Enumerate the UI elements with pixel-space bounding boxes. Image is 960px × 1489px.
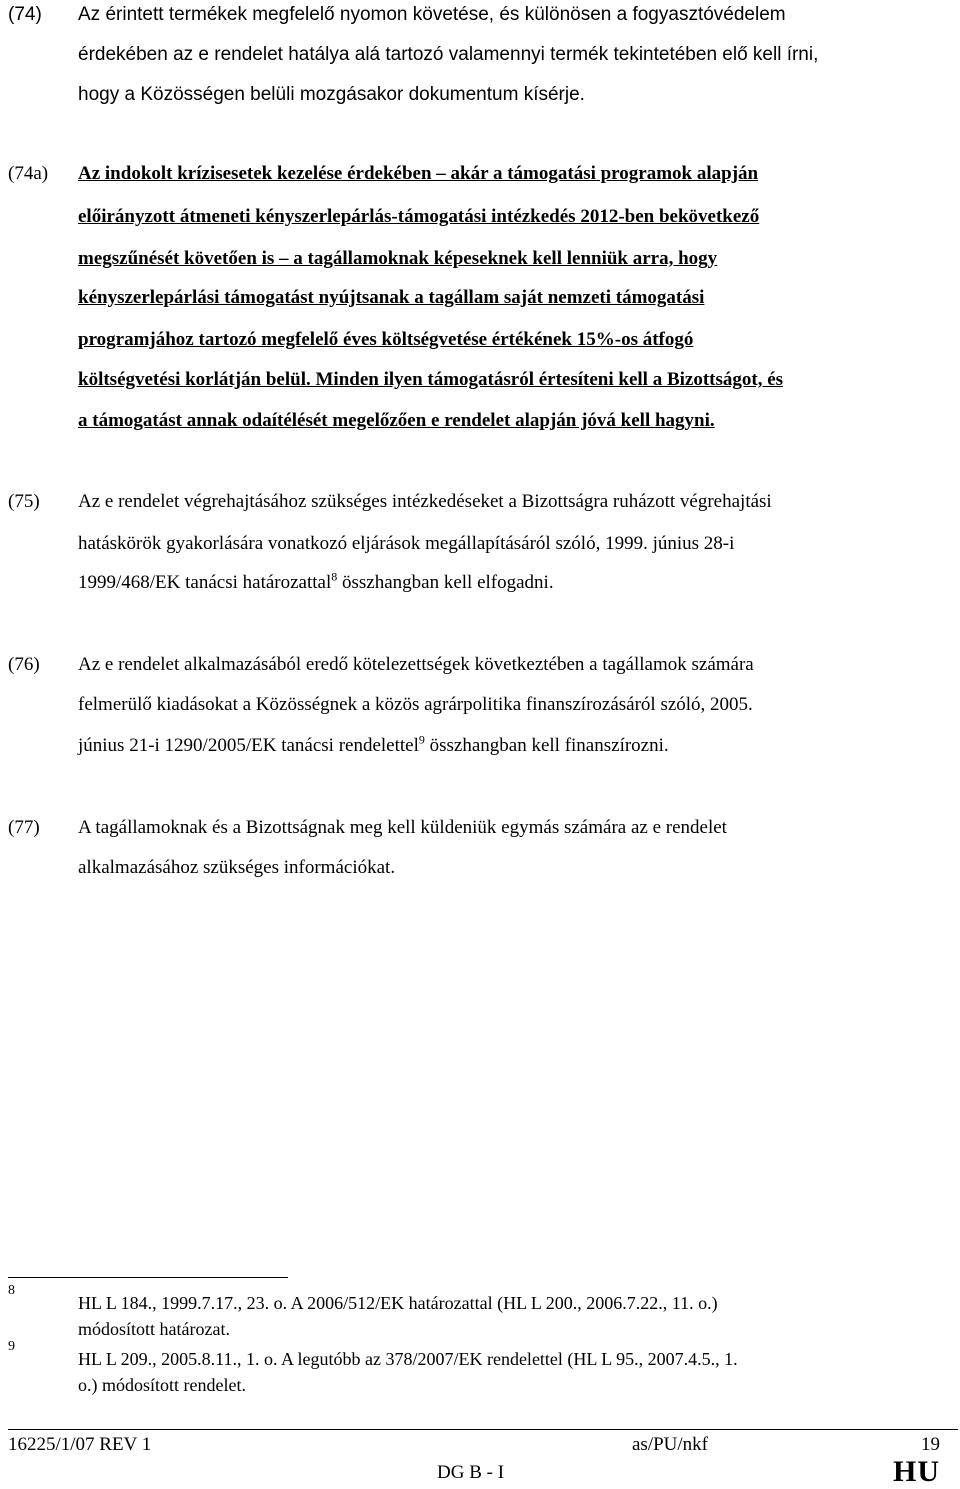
paragraph-74a-line-4: kényszerlepárlási támogatást nyújtsanak a tagállam saját nemzeti támogatási [78, 287, 705, 308]
paragraph-74-line-3: hogy a Közösségen belüli mozgásakor dokumentum kísérje. [78, 84, 585, 105]
paragraph-74a-line-3: megszűnését követően is – a tagállamoknak képeseknek kell lenniük arra, hogy [78, 248, 718, 269]
paragraph-number-76: (76) [8, 654, 40, 675]
footer-author: as/PU/nkf [632, 1434, 708, 1455]
paragraph-74a-line-6: költségvetési korlátján belül. Minden ilyen támogatásról értesíteni kell a Bizottságot, és [78, 369, 784, 390]
footnote-8-line-1: HL L 184., 1999.7.17., 23. o. A 2006/512/EK határozattal (HL L 200., 2006.7.22., 11. o.) [78, 1293, 718, 1313]
footnote-mark-9: 9 [8, 1339, 15, 1354]
paragraph-76-line-2: felmerülő kiadásokat a Közösségnek a közös agrárpolitika finanszírozásáról szóló, 2005. [78, 694, 753, 715]
footer-language-code: HU [893, 1455, 940, 1488]
paragraph-75-line-2: hatáskörök gyakorlására vonatkozó eljárások megállapításáról szóló, 1999. június 28-i [78, 533, 735, 554]
paragraph-76-line-3-text: június 21-i 1290/2005/EK tanácsi rendelettel [78, 735, 419, 756]
paragraph-number-77: (77) [8, 817, 40, 838]
paragraph-74a-line-5: programjához tartozó megfelelő éves költségvetése értékének 15%-os átfogó [78, 329, 694, 350]
footnote-9-line-1: HL L 209., 2005.8.11., 1. o. A legutóbb az 378/2007/EK rendelettel (HL L 95., 2007.4.5., 1. [78, 1349, 738, 1369]
footnote-separator [8, 1277, 288, 1278]
paragraph-76-line-1: Az e rendelet alkalmazásából eredő kötelezettségek következtében a tagállamok számára [78, 654, 754, 675]
footer-rule [8, 1429, 958, 1430]
footer-dg: DG B - I [437, 1462, 505, 1483]
paragraph-74-line-1: Az érintett termékek megfelelő nyomon követése, és különösen a fogyasztóvédelem [78, 4, 786, 25]
paragraph-75-line-3-text: 1999/468/EK tanácsi határozattal [78, 572, 332, 593]
paragraph-75-line-3-tail: összhangban kell elfogadni. [337, 572, 554, 593]
paragraph-74a-line-7: a támogatást annak odaítélését megelőzően e rendelet alapján jóvá kell hagyni. [78, 410, 715, 431]
paragraph-74a-line-1: Az indokolt krízisesetek kezelése érdekében – akár a támogatási programok alapján [78, 163, 759, 184]
footnote-mark-8: 8 [8, 1283, 15, 1298]
paragraph-75-line-3 [78, 569, 554, 594]
paragraph-number-74a: (74a) [8, 163, 49, 184]
paragraph-74a-line-2: előirányzott átmeneti kényszerlepárlás-támogatási intézkedés 2012-ben bekövetkező [78, 206, 760, 227]
footnote-9-line-2: o.) módosított rendelet. [78, 1375, 246, 1395]
paragraph-77-line-2: alkalmazásához szükséges információkat. [78, 857, 396, 878]
paragraph-77-line-1: A tagállamoknak és a Bizottságnak meg kell küldeniük egymás számára az e rendelet [78, 817, 727, 838]
footer-page-number: 19 [921, 1434, 940, 1455]
footnote-ref-8[interactable]: 8 [331, 569, 338, 584]
paragraph-76-line-3 [78, 732, 669, 757]
paragraph-76-line-3-tail: összhangban kell finanszírozni. [424, 735, 669, 756]
footer-doc-ref: 16225/1/07 REV 1 [8, 1434, 152, 1455]
paragraph-number-74: (74) [8, 4, 42, 25]
footnote-ref-9[interactable]: 9 [418, 732, 425, 747]
footnote-8-line-2: módosított határozat. [78, 1319, 230, 1339]
paragraph-74-line-2: érdekében az e rendelet hatálya alá tartozó valamennyi termék tekintetében elő kell írni, [78, 44, 819, 65]
paragraph-75-line-1: Az e rendelet végrehajtásához szükséges intézkedéseket a Bizottságra ruházott végrehajtási [78, 491, 772, 512]
paragraph-number-75: (75) [8, 491, 40, 512]
